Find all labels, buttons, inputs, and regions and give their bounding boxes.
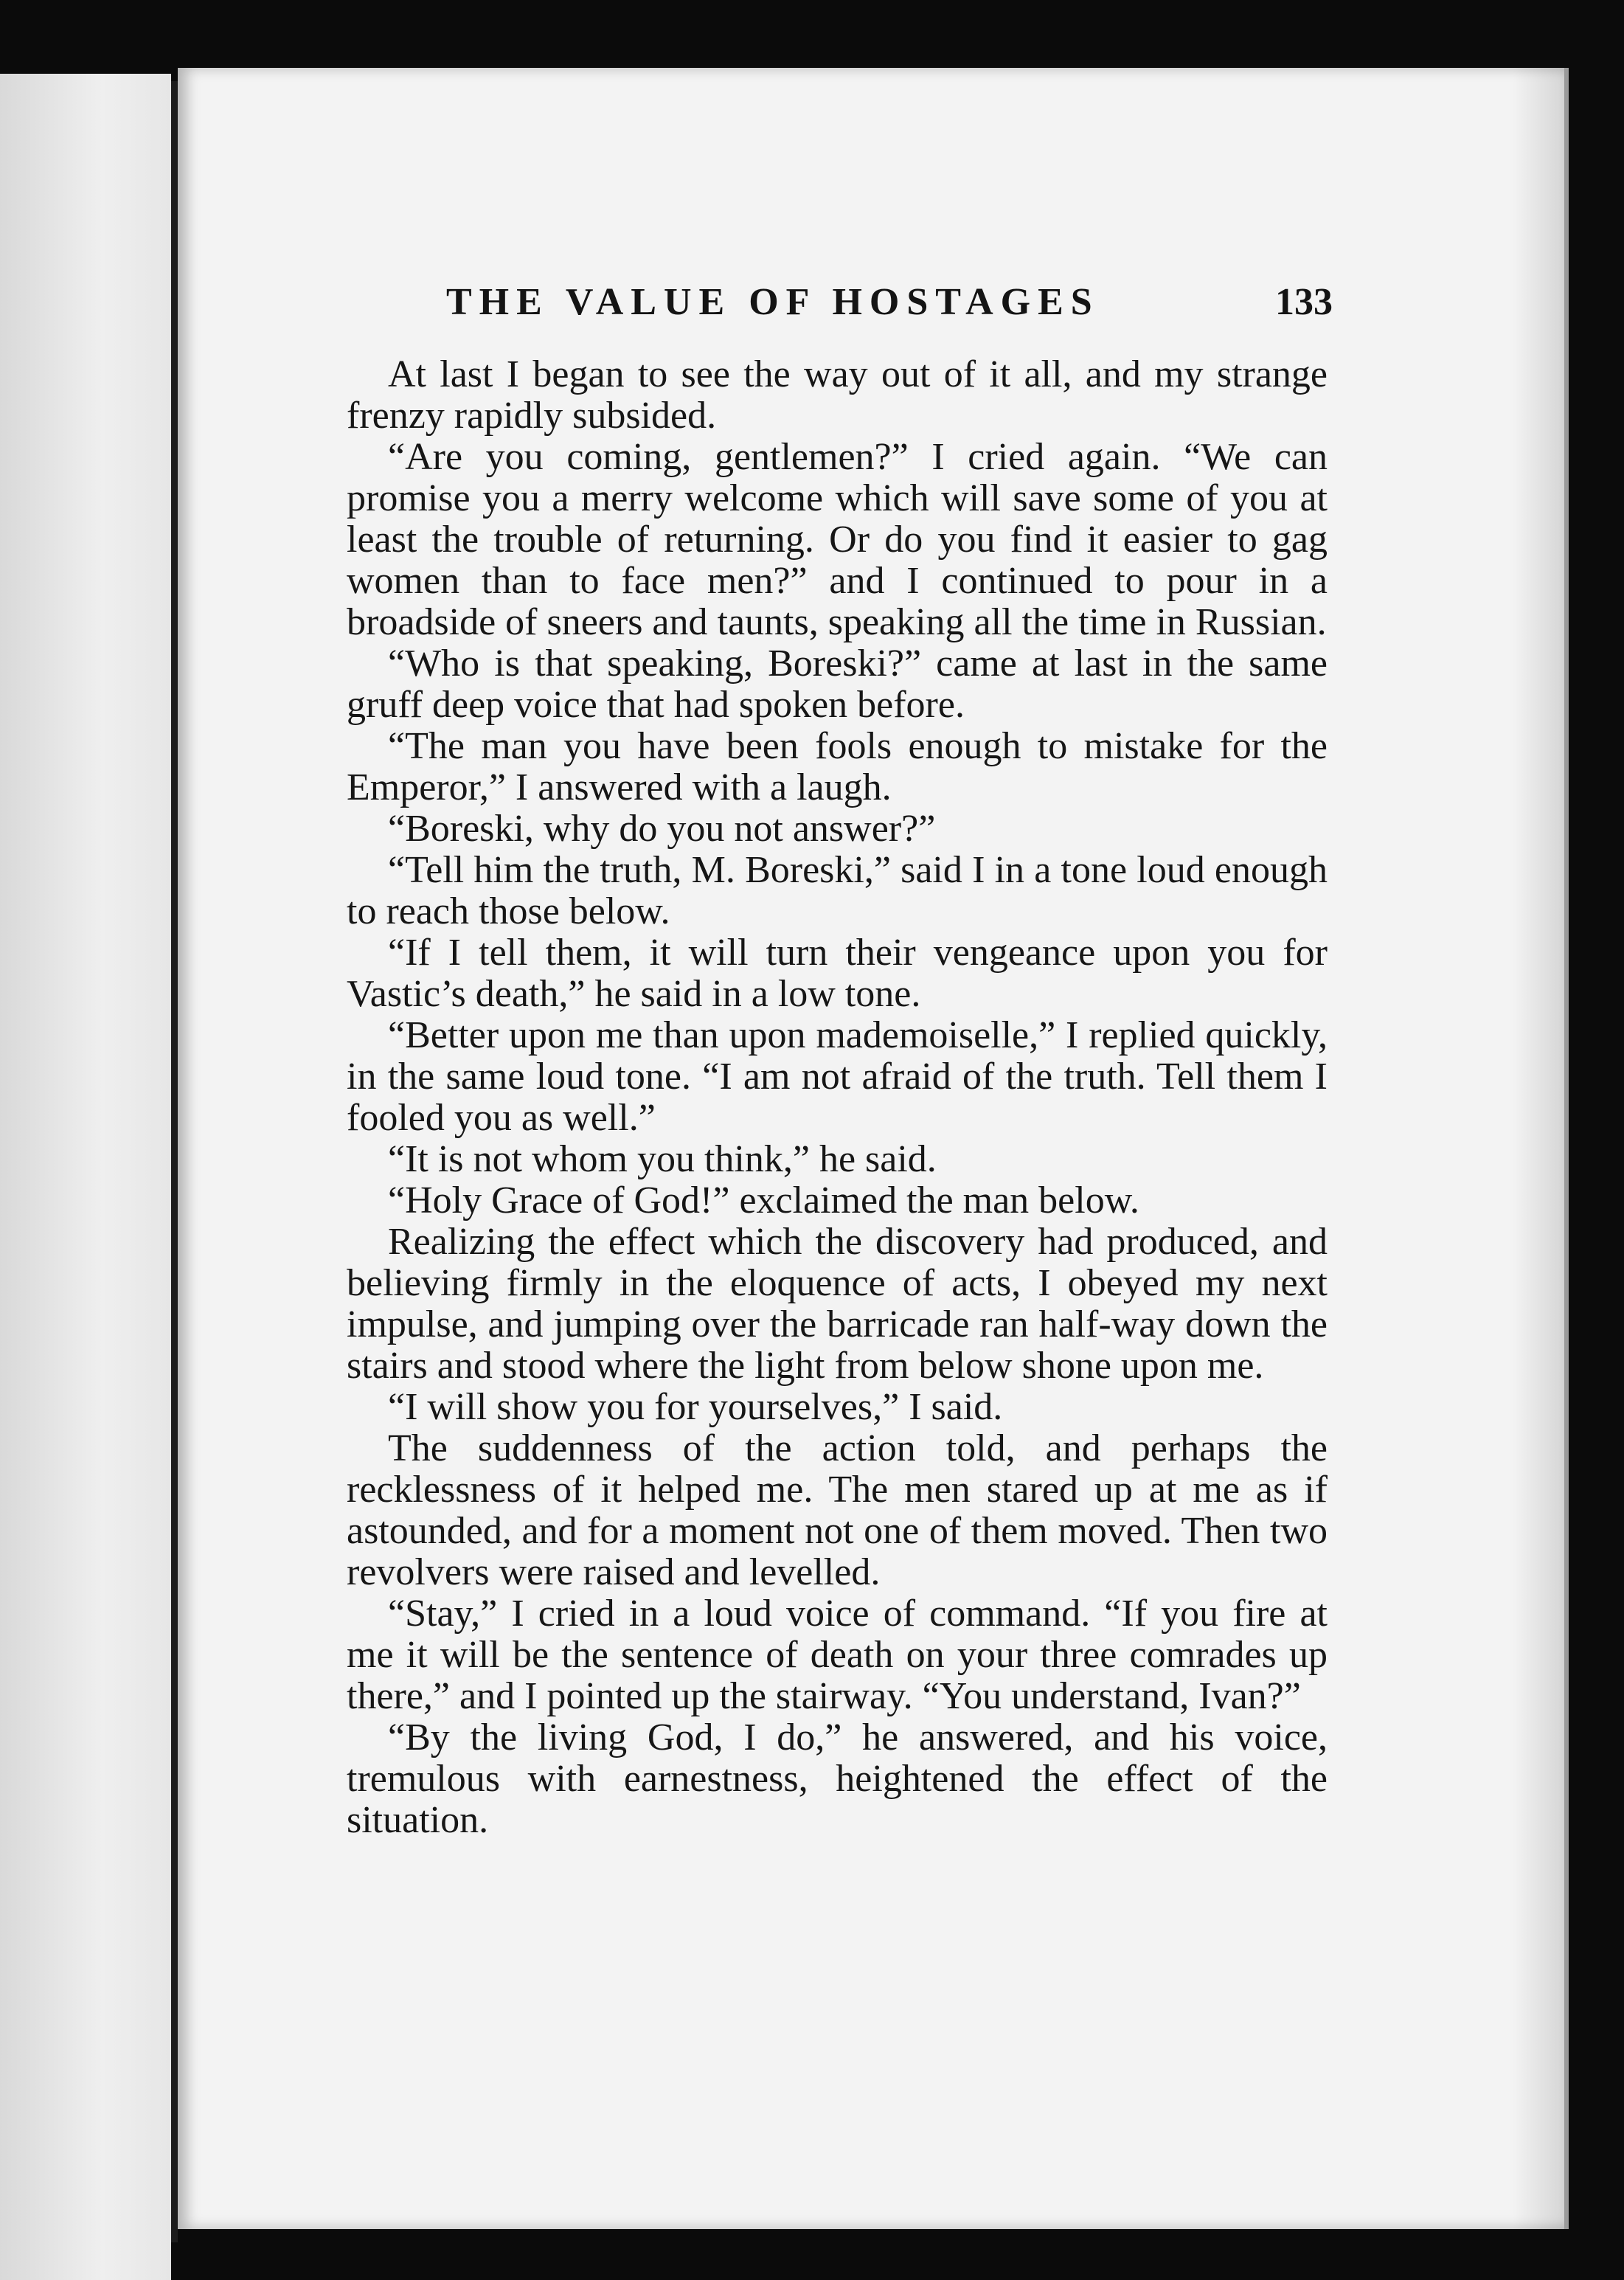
page-edge-shadow [1513,68,1564,2229]
paragraph: “Boreski, why do you not answer?” [388,808,936,850]
book-gutter [171,81,178,2242]
paragraph: “It is not whom you think,” he said. [388,1138,937,1180]
running-title: THE VALUE OF HOSTAGES [446,281,1100,323]
paragraph: The suddenness of the action told, and perhaps the recklessness of it helped me. The men stared up at me as if astounded, and for a moment not one of them moved. Then two revolvers were raised and levelled. [347,1427,1328,1593]
paragraph: Realizing the effect which the discovery had produced, and believing firmly in the eloquence of acts, I obeyed my next impulse, and jumping over the barricade ran half-way down the stairs and stood where the light from below shone upon me. [347,1221,1328,1387]
paragraph: “Who is that speaking, Boreski?” came at last in the same gruff deep voice that had spoken before. [347,642,1328,726]
paragraph: “Holy Grace of God!” exclaimed the man below. [388,1179,1139,1222]
body-text [347,354,1328,1841]
left-page-edge [0,74,171,2280]
paragraph: “If I tell them, it will turn their vengeance upon you for Vastic’s death,” he said in a low tone. [347,932,1328,1015]
paragraph: “Tell him the truth, M. Boreski,” said I in a tone loud enough to reach those below. [347,849,1328,932]
paragraph: At last I began to see the way out of it all, and my strange frenzy rapidly subsided. [347,353,1328,437]
page-number: 133 [1275,281,1333,323]
paragraph: “By the living God, I do,” he answered, and his voice, tremulous with earnestness, heightened the effect of the situation. [347,1716,1328,1841]
paragraph: “Stay,” I cried in a loud voice of command. “If you fire at me it will be the sentence of death on your three comrades up there,” and I pointed up the stairway. “You understand, Ivan?” [347,1593,1328,1717]
paragraph: “I will show you for yourselves,” I said. [388,1386,1003,1428]
running-head [269,280,1353,332]
paragraph: “Are you coming, gentlemen?” I cried again. “We can promise you a merry welcome which will save some of you at least the trouble of returning. Or do you find it easier to gag women than to face men?” and I continued to pour in a broadside of sneers and taunts, speaking all the time in Russian. [347,436,1328,643]
paragraph: “Better upon me than upon mademoiselle,” I replied quickly, in the same loud tone. “I am not afraid of the truth. Tell them I fooled you as well.” [347,1014,1328,1139]
paragraph: “The man you have been fools enough to mistake for the Emperor,” I answered with a laugh. [347,725,1328,808]
